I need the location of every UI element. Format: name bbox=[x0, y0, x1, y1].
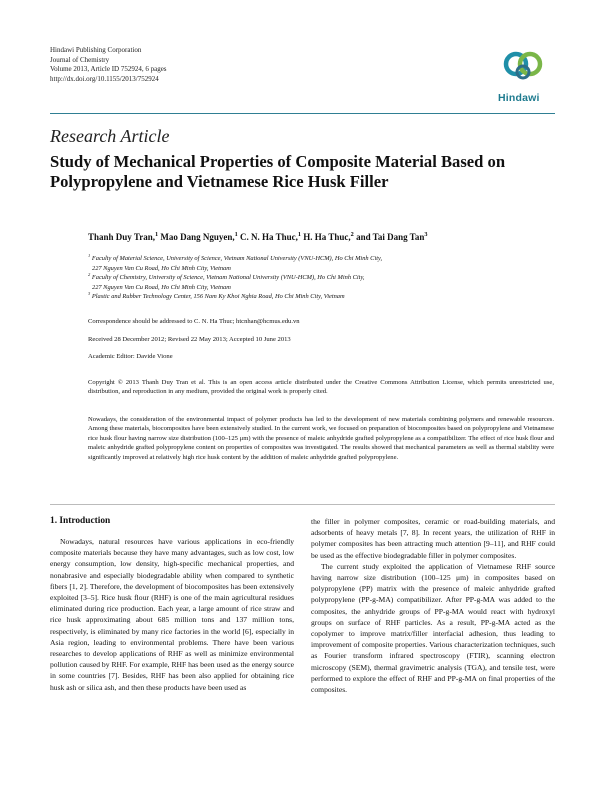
abstract: Nowadays, the consideration of the environmental impact of polymer products has led to the development of new materials combining polymers and renewable resources. Among these materials, biocomposites have been extensively studied. In the current work, we focused on preparation of biocomposites based on polypropylene and Vietnamese rice husk flour having narrow size distribution (100–125 μm) with the presence of maleic anhydride grafted polypropylene as a compatibilizer. The effect of rice husk flour and maleic anhydride grafted polypropylene content on properties of composites was investigated. The results showed that mechanical parameters as well as thermal stability were significantly improved at relatively high rice husk content by the addition of maleic anhydride grafted polypropylene. bbox=[88, 416, 554, 461]
author: H. Ha Thuc,$^2$ bbox=[303, 231, 354, 242]
doi-link[interactable]: http://dx.doi.org/10.1155/2013/752924 bbox=[50, 74, 159, 83]
author: C. N. Ha Thuc,$^1$ bbox=[240, 231, 302, 242]
paragraph: the filler in polymer composites, ceramic or road-building materials, and adsorbents of heavy metals [7, 8]. In recent years, the utilization of RHF in polymer composites has been attracting much attention [9–11], and RHF could be used as the effective biodegradable filler in polymer composites. bbox=[311, 517, 555, 560]
brand-name: Hindawi bbox=[498, 92, 540, 104]
paper-title: Study of Mechanical Properties of Composite Material Based on Polypropylene and Vietnamese Rice Husk Filler bbox=[50, 152, 506, 191]
author: and Tai Dang Tan$^3$ bbox=[356, 231, 428, 242]
article-type: Research Article bbox=[50, 126, 170, 146]
copyright-notice: Copyright © 2013 Thanh Duy Tran et al. This is an open access article distributed under the Creative Commons Attribution License, which permits unrestricted use, distribution, and reproduction in any medium, provided the original work is properly cited. bbox=[88, 379, 554, 396]
intro-left-column bbox=[50, 536, 294, 693]
paragraph: The current study exploited the application of Vietnamese RHF source having narrow size distribution (100–125 μm) in composites based on polypropylene (PP) matrix with the presence of maleic anhydride grafted polypropylene (PP-g-MA) compatibilizer. After PP-g-MA was added to the composites, the anhydride groups of PP-g-MA would react with hydroxyl groups on surface of RHF particles. As a result, PP-g-MA acted as the copolymer to improve matrix/filler interfacial adhesion, thus leading to improvement of composite properties. Various characterization techniques, such as Fourier transform infrared spectroscopy (FTIR), scanning electron microscopy (SEM), thermal gravimetric analysis (TGA), and tensile test, were performed to explore the effect of RHF and PP-g-MA on final properties of the composites. bbox=[311, 561, 555, 695]
academic-editor: Academic Editor: Davide Vione bbox=[88, 353, 173, 360]
author-list bbox=[88, 232, 428, 242]
header-rule bbox=[50, 113, 555, 114]
journal-name: Journal of Chemistry bbox=[50, 55, 110, 64]
correspondence: Correspondence should be addressed to C. N. Ha Thuc; htcnhan@hcmus.edu.vn bbox=[88, 318, 300, 325]
affiliations bbox=[88, 254, 558, 302]
affiliation: $^1$ Faculty of Material Science, University of Science, Vietnam National University (VNU-HCM), Ho Chi Minh City, 227 Nguyen Van Cu Road, Ho Chi Minh City, Vietnam bbox=[88, 252, 383, 272]
intro-right-column bbox=[311, 516, 555, 695]
paragraph: Nowadays, natural resources have various applications in eco-friendly composite materials because they have many advantages, such as low cost, low energy consumption, low density, high-specific mechanical properties, and nonabrasive and especially biodegradable ability when compared to synthetic fibers [1, 2]. Therefore, the development of biocomposites has been extensively exploited [3–5]. Rice husk flour (RHF) is one of the main agricultural residues eliminated during rice production. Each year, a large amount of rice straw and rice husk approximating about 685 million tons and 137 million tons, respectively, is eliminated by many rice factories in the world [6], especially in Asia region, leading to environmental problems. There have been various researches to develop applications of RHF as well as minimize environmental pollution caused by RHF. For example, RHF has been used as the energy source in some countries [7]. Besides, RHF has been also applied for obtaining rice husk ash or silica ash, and then these products have been used as bbox=[50, 537, 294, 692]
author: Thanh Duy Tran,$^1$ bbox=[88, 231, 159, 242]
dates: Received 28 December 2012; Revised 22 May 2013; Accepted 10 June 2013 bbox=[88, 336, 291, 343]
affiliation: $^3$ Plastic and Rubber Technology Center, 156 Nam Ky Khoi Nghia Road, Ho Chi Minh City, Vietnam bbox=[88, 291, 345, 301]
author: Mao Dang Nguyen,$^1$ bbox=[160, 231, 238, 242]
section-divider bbox=[50, 504, 555, 505]
affiliation: $^2$ Faculty of Chemistry, University of Science, Vietnam National University (VNU-HCM), Ho Chi Minh City, 227 Nguyen Van Cu Road, Ho Chi Minh City, Vietnam bbox=[88, 272, 365, 291]
publisher: Hindawi Publishing Corporation bbox=[50, 46, 142, 54]
journal-meta bbox=[50, 46, 167, 84]
section-heading: 1. Introduction bbox=[50, 516, 111, 526]
volume-info: Volume 2013, Article ID 752924, 6 pages bbox=[50, 65, 167, 74]
